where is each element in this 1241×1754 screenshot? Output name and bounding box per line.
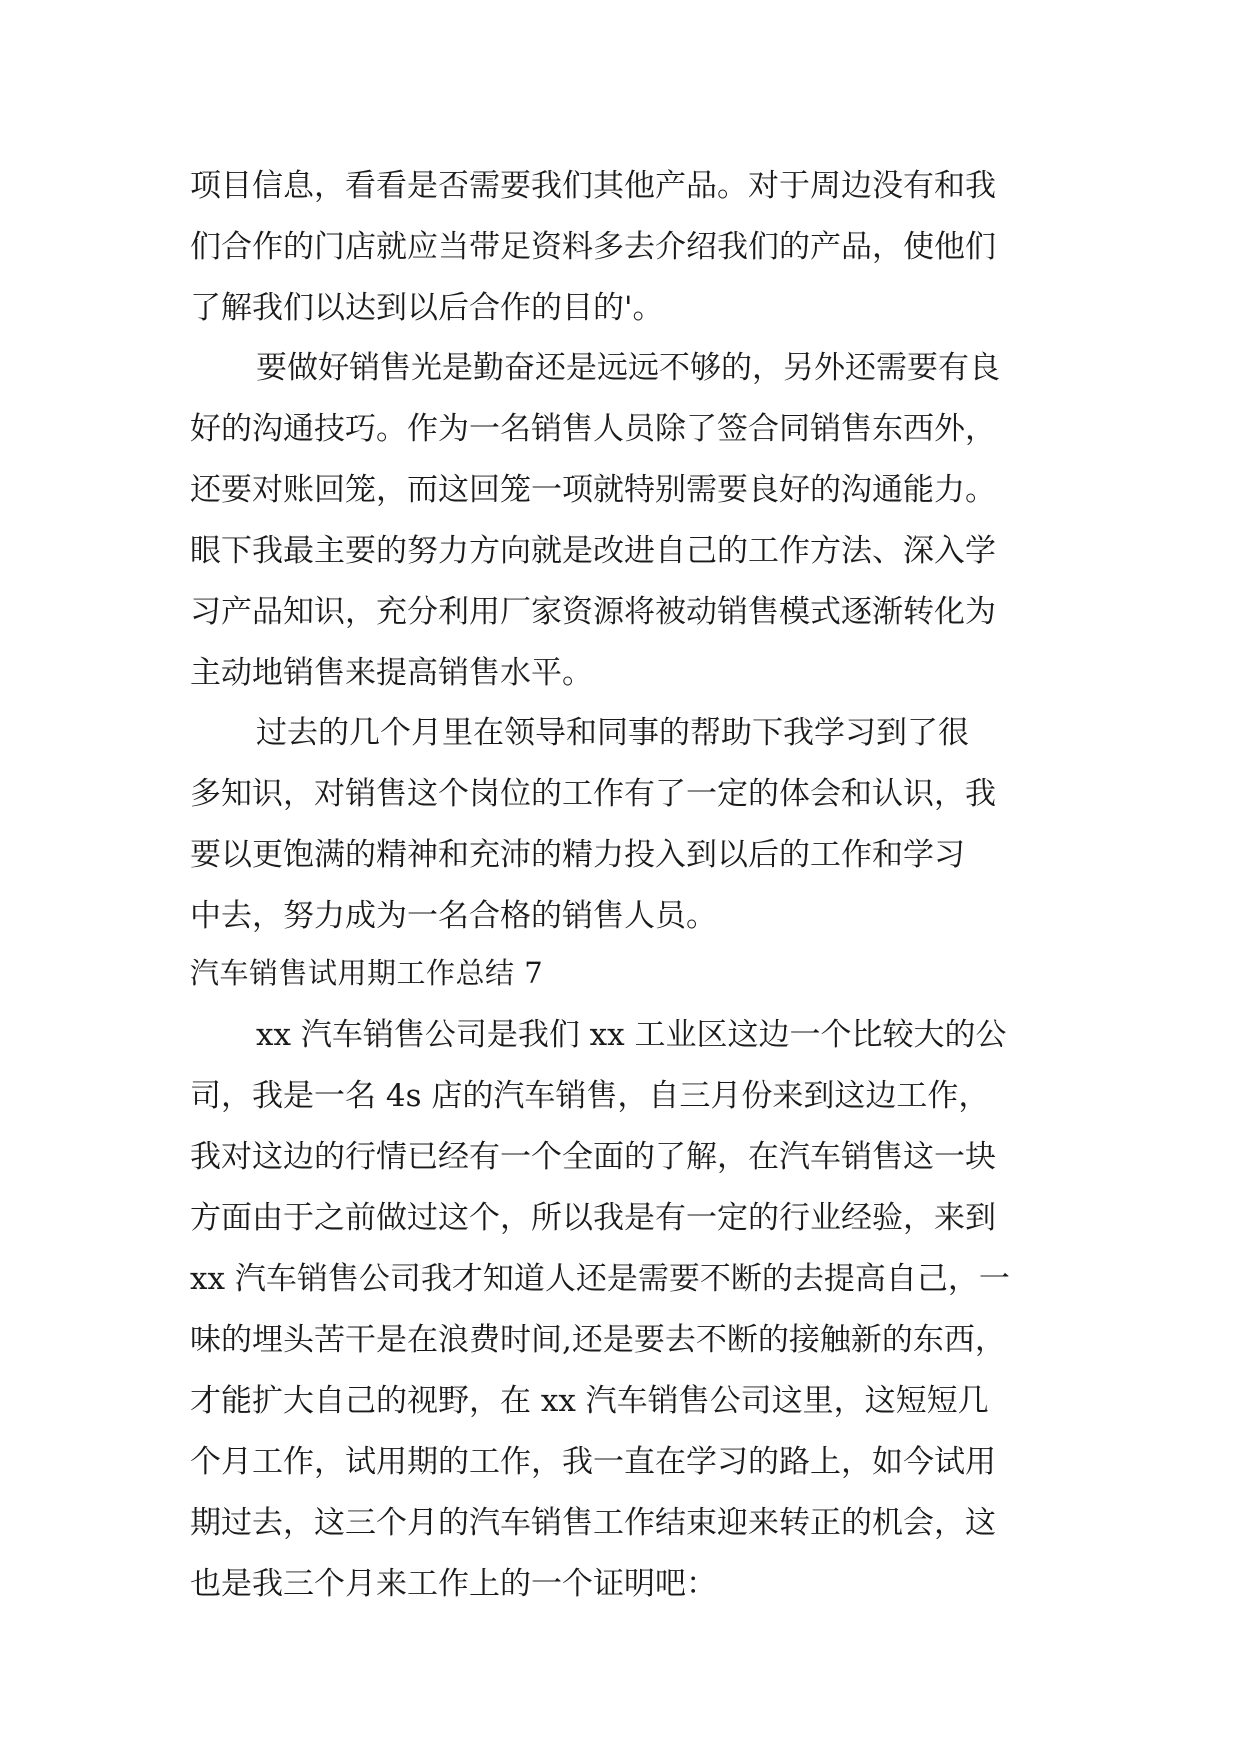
- paragraph-line: 也是我三个月来工作上的一个证明吧：: [190, 1566, 717, 1602]
- paragraph-line: 要做好销售光是勤奋还是远远不够的，另外还需要有良: [256, 350, 1000, 386]
- paragraph-line: xx 汽车销售公司是我们 xx 工业区这边一个比较大的公: [256, 1017, 1007, 1053]
- paragraph-line: 主动地销售来提高销售水平。: [190, 655, 593, 691]
- paragraph-line: 期过去，这三个月的汽车销售工作结束迎来转正的机会，这: [190, 1505, 996, 1541]
- paragraph-line: 过去的几个月里在领导和同事的帮助下我学习到了很: [256, 715, 969, 751]
- paragraph-line: 项目信息，看看是否需要我们其他产品。对于周边没有和我: [190, 168, 996, 204]
- paragraph-line: 个月工作，试用期的工作，我一直在学习的路上，如今试用: [190, 1444, 996, 1480]
- section-heading: 汽车销售试用期工作总结 7: [190, 956, 544, 990]
- paragraph-line: 多知识，对销售这个岗位的工作有了一定的体会和认识，我: [190, 776, 996, 812]
- paragraph-line: 才能扩大自己的视野，在 xx 汽车销售公司这里，这短短几: [190, 1383, 989, 1419]
- paragraph-line: 们合作的门店就应当带足资料多去介绍我们的产品，使他们: [190, 229, 996, 265]
- paragraph-line: 好的沟通技巧。作为一名销售人员除了签合同销售东西外，: [190, 411, 996, 447]
- paragraph-line: 中去，努力成为一名合格的销售人员。: [190, 898, 717, 934]
- paragraph-line: 习产品知识，充分利用厂家资源将被动销售模式逐渐转化为: [190, 594, 996, 630]
- paragraph-line: xx 汽车销售公司我才知道人还是需要不断的去提高自己，一: [190, 1261, 1010, 1297]
- paragraph-line: 还要对账回笼，而这回笼一项就特别需要良好的沟通能力。: [190, 472, 996, 508]
- paragraph-line: 方面由于之前做过这个，所以我是有一定的行业经验，来到: [190, 1200, 996, 1236]
- paragraph-line: 要以更饱满的精神和充沛的精力投入到以后的工作和学习: [190, 837, 965, 873]
- paragraph-line: 味的埋头苦干是在浪费时间,还是要去不断的接触新的东西，: [190, 1322, 1006, 1358]
- paragraph-line: 眼下我最主要的努力方向就是改进自己的工作方法、深入学: [190, 533, 996, 569]
- paragraph-line: 司，我是一名 4s 店的汽车销售，自三月份来到这边工作，: [190, 1078, 990, 1114]
- paragraph-line: 了解我们以达到以后合作的目的'。: [190, 290, 664, 326]
- paragraph-line: 我对这边的行情已经有一个全面的了解，在汽车销售这一块: [190, 1139, 996, 1175]
